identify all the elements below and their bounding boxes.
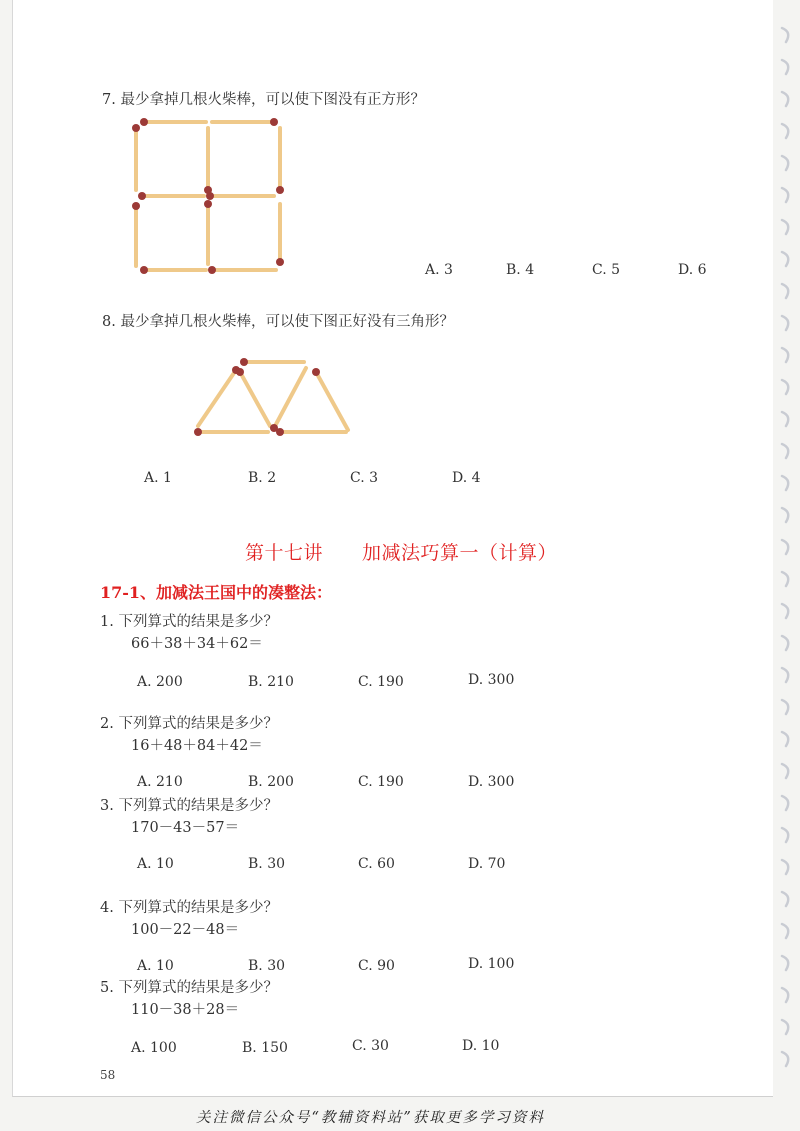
match-head [132, 124, 140, 132]
spiral-ring [782, 892, 788, 906]
spiral-ring [782, 540, 788, 554]
match-head [140, 118, 148, 126]
spiral-ring [782, 796, 788, 810]
question-8-text: 8. 最少拿掉几根火柴棒，可以使下图正好没有三角形？ [102, 314, 454, 330]
problem-1-expression: 66＋38＋34＋62＝ [131, 636, 263, 652]
problem-2-text: 2. 下列算式的结果是多少？ [100, 716, 278, 732]
spiral-ring [782, 188, 788, 202]
spiral-ring [782, 1020, 788, 1034]
spiral-ring [782, 220, 788, 234]
match-stick [274, 368, 306, 428]
footer-note: 关注微信公众号“教辅资料站”获取更多学习资料 [196, 1110, 545, 1126]
match-head [140, 266, 148, 274]
spiral-ring [782, 316, 788, 330]
spiral-ring [782, 956, 788, 970]
p3-option-a[interactable]: A. 10 [137, 856, 174, 872]
p3-option-b[interactable]: B. 30 [248, 856, 286, 872]
problem-1-text: 1. 下列算式的结果是多少？ [100, 614, 278, 630]
q7-option-a[interactable]: A. 3 [425, 262, 453, 278]
p3-option-d[interactable]: D. 70 [468, 856, 506, 872]
match-head [270, 424, 278, 432]
spiral-ring [782, 252, 788, 266]
problem-4-text: 4. 下列算式的结果是多少？ [100, 900, 278, 916]
spiral-ring [782, 572, 788, 586]
question-7-text: 7. 最少拿掉几根火柴棒，可以使下图没有正方形？ [102, 92, 425, 108]
match-head [276, 186, 284, 194]
spiral-ring [782, 92, 788, 106]
p3-option-c[interactable]: C. 60 [358, 856, 395, 872]
p2-option-a[interactable]: A. 210 [137, 774, 183, 790]
spiral-ring [782, 668, 788, 682]
q7-option-b[interactable]: B. 4 [506, 262, 535, 278]
p4-option-a[interactable]: A. 10 [137, 958, 174, 974]
match-head [194, 428, 202, 436]
match-head [138, 192, 146, 200]
q7-option-c[interactable]: C. 5 [592, 262, 621, 278]
match-head [204, 186, 212, 194]
spiral-ring [782, 764, 788, 778]
spiral-ring [782, 636, 788, 650]
spiral-ring [782, 412, 788, 426]
p1-option-c[interactable]: C. 190 [358, 674, 404, 690]
p4-option-b[interactable]: B. 30 [248, 958, 286, 974]
p5-option-d[interactable]: D. 10 [462, 1038, 500, 1054]
lecture-title: 第十七讲 加减法巧算一（计算） [245, 542, 558, 564]
p2-option-b[interactable]: B. 200 [248, 774, 294, 790]
page-number: 58 [100, 1068, 116, 1082]
match-head [204, 200, 212, 208]
spiral-ring [782, 604, 788, 618]
problem-3-text: 3. 下列算式的结果是多少？ [100, 798, 278, 814]
spiral-ring [782, 860, 788, 874]
spiral-ring [782, 732, 788, 746]
spiral-ring [782, 700, 788, 714]
match-head [132, 202, 140, 210]
spiral-ring [782, 476, 788, 490]
match-stick [240, 372, 270, 426]
matchstick-squares-figure [124, 112, 294, 280]
p2-option-d[interactable]: D. 300 [468, 774, 515, 790]
match-head [208, 266, 216, 274]
section-title: 17-1、加减法王国中的凑整法： [100, 583, 333, 602]
problem-5-expression: 110－38＋28＝ [131, 1002, 240, 1018]
spiral-ring [782, 284, 788, 298]
spiral-ring [782, 508, 788, 522]
problem-4-expression: 100－22－48＝ [131, 922, 240, 938]
p1-option-d[interactable]: D. 300 [468, 672, 515, 688]
spiral-ring [782, 348, 788, 362]
spiral-ring [782, 924, 788, 938]
spiral-ring [782, 380, 788, 394]
match-stick [198, 370, 236, 426]
q8-option-c[interactable]: C. 3 [350, 470, 379, 486]
p1-option-b[interactable]: B. 210 [248, 674, 294, 690]
problem-5-text: 5. 下列算式的结果是多少？ [100, 980, 278, 996]
match-head [240, 358, 248, 366]
match-head [236, 368, 244, 376]
spiral-ring [782, 124, 788, 138]
match-stick [316, 372, 348, 430]
spiral-ring [782, 156, 788, 170]
q8-option-b[interactable]: B. 2 [248, 470, 277, 486]
spiral-ring [782, 828, 788, 842]
spiral-ring [782, 444, 788, 458]
q8-option-d[interactable]: D. 4 [452, 470, 481, 486]
problem-3-expression: 170－43－57＝ [131, 820, 240, 836]
q8-option-a[interactable]: A. 1 [144, 470, 172, 486]
matchstick-triangles-figure [184, 350, 354, 442]
p2-option-c[interactable]: C. 190 [358, 774, 404, 790]
p4-option-d[interactable]: D. 100 [468, 956, 515, 972]
p5-option-a[interactable]: A. 100 [131, 1040, 177, 1056]
q7-option-d[interactable]: D. 6 [678, 262, 707, 278]
spiral-ring [782, 28, 788, 42]
spiral-ring [782, 1052, 788, 1066]
match-head [270, 118, 278, 126]
match-head [312, 368, 320, 376]
spiral-ring [782, 988, 788, 1002]
match-head [276, 258, 284, 266]
p5-option-b[interactable]: B. 150 [242, 1040, 288, 1056]
p4-option-c[interactable]: C. 90 [358, 958, 395, 974]
spiral-ring [782, 60, 788, 74]
spiral-binding [776, 20, 798, 1100]
problem-2-expression: 16＋48＋84＋42＝ [131, 738, 263, 754]
p1-option-a[interactable]: A. 200 [137, 674, 183, 690]
p5-option-c[interactable]: C. 30 [352, 1038, 389, 1054]
